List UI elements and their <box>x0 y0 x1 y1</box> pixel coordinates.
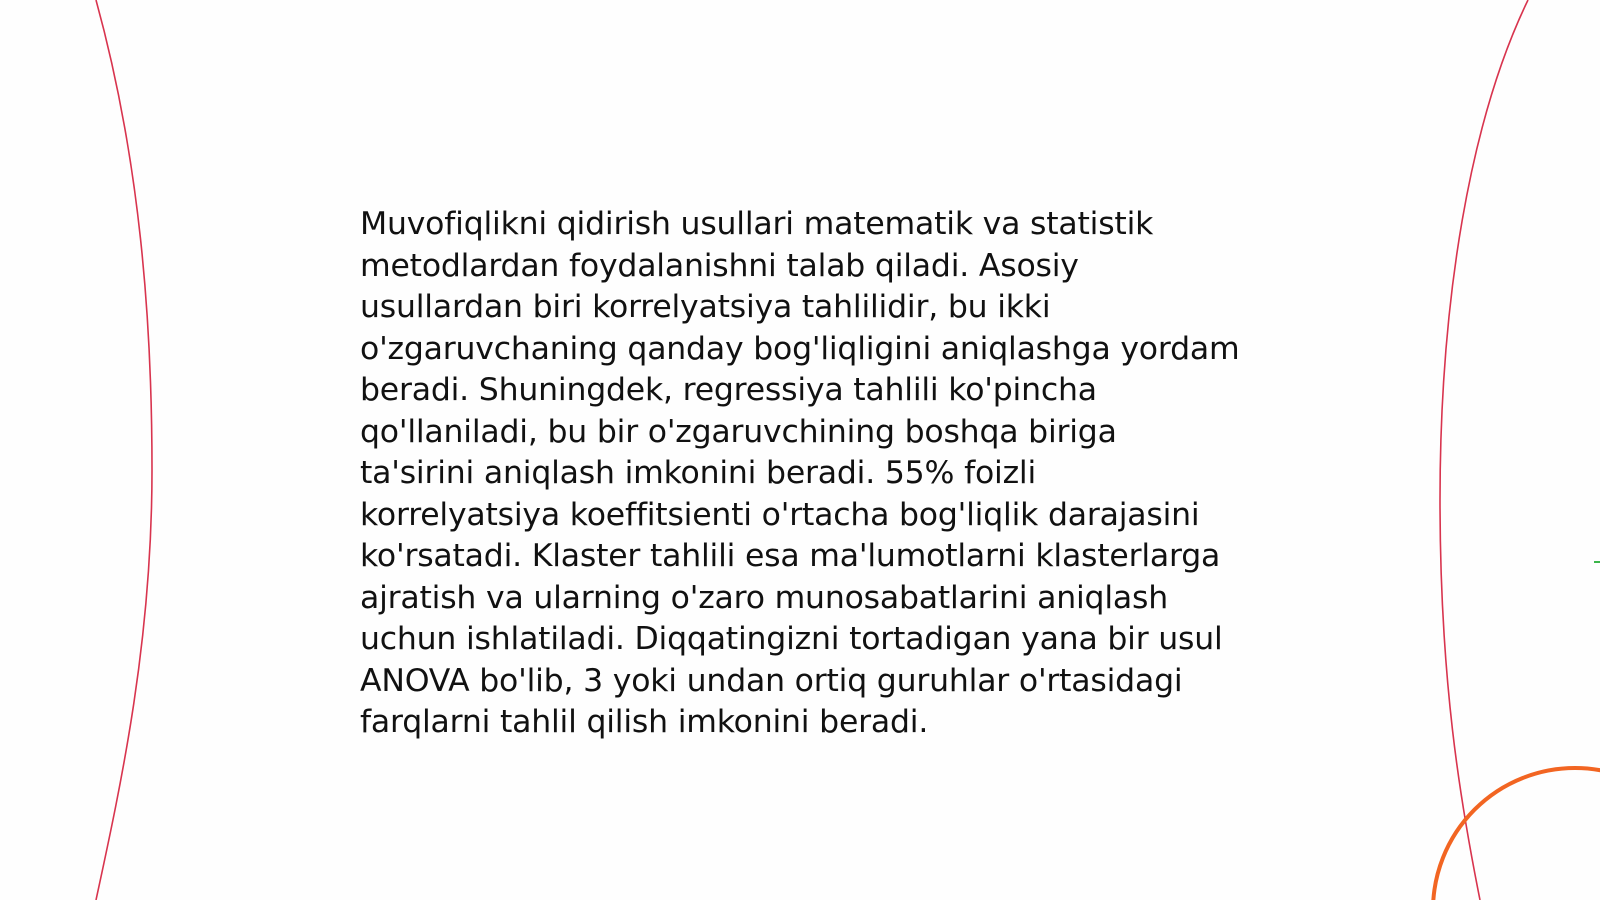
left-curve-line <box>96 0 152 900</box>
slide-body-text: Muvofiqlikni qidirish usullari matematik va statistik metodlardan foydalanishni talab qiladi. Asosiy usullardan biri korrelyatsiya tahlilidir, bu ikki o'zgaruvchaning qanday bog'liqligini aniqlashga yordam beradi. Shuningdek, regressiya tahlili ko'pincha qo'llaniladi, bu bir o'zgaruvchining boshqa biriga ta'sirini aniqlash imkonini beradi. 55% foizli korrelyatsiya koeffitsienti o'rtacha bog'liqlik darajasini ko'rsatadi. Klaster tahlili esa ma'lumotlarni klasterlarga ajratish va ularning o'zaro munosabatlarini aniqlash uchun ishlatiladi. Diqqatingizni tortadigan yana bir usul ANOVA bo'lib, 3 yoki undan ortiq guruhlar o'rtasidagi farqlarni tahlil qilish imkonini beradi. <box>360 206 1240 740</box>
right-curve-line <box>1440 0 1528 900</box>
orange-circle-outline <box>1433 768 1600 900</box>
